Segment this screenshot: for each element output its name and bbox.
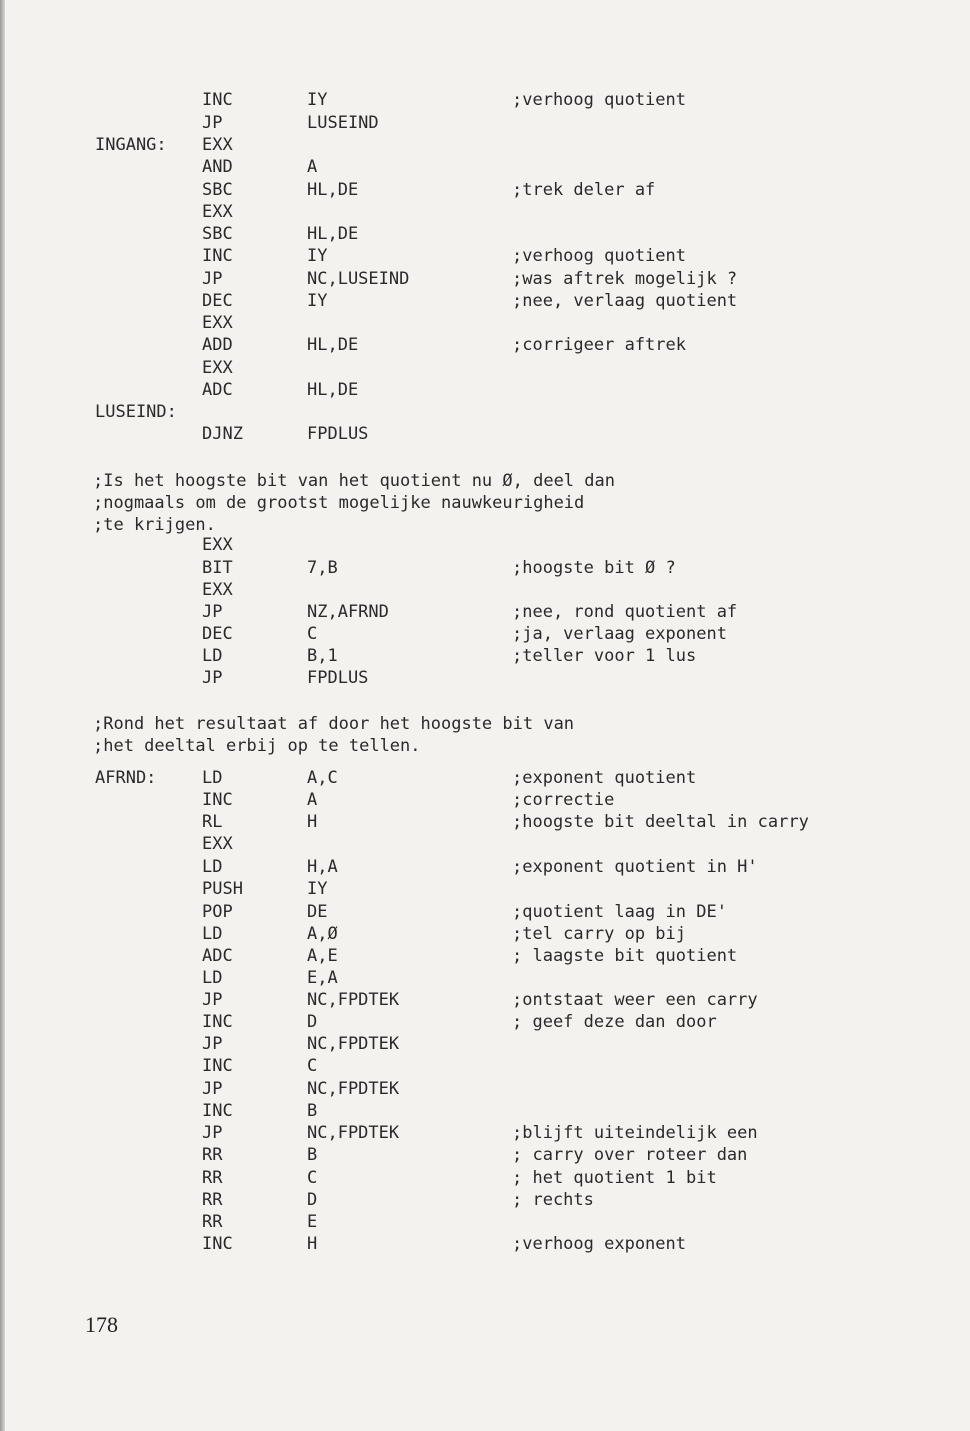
line-opcode: ADD [202,335,233,355]
line-opcode: JP [202,113,223,133]
code-line [0,1167,970,1189]
line-comment: ;nee, rond quotient af [512,602,738,622]
line-operand: C [307,1168,318,1188]
line-comment: ;corrigeer aftrek [512,335,686,355]
line-operand: HL,DE [307,224,359,244]
line-operand: D [307,1012,318,1032]
line-operand: C [307,1056,318,1076]
line-operand: D [307,1190,318,1210]
line-opcode: JP [202,668,223,688]
code-line [0,667,970,689]
code-line [0,179,970,201]
line-operand: NC,FPDTEK [307,1034,400,1054]
line-opcode: LD [202,646,223,666]
comment-line [0,514,970,536]
comment-line [0,470,970,492]
code-line [0,1078,970,1100]
line-comment: ;hoogste bit deeltal in carry [512,812,809,832]
code-line [0,1055,970,1077]
code-line [0,201,970,223]
line-operand: A [307,157,318,177]
line-opcode: EXX [202,135,233,155]
line-operand: FPDLUS [307,424,369,444]
comment-text: ;het deeltal erbij op te tellen. [93,736,421,756]
line-opcode: JP [202,269,223,289]
code-line [0,579,970,601]
code-line [0,1122,970,1144]
line-opcode: RL [202,812,223,832]
line-operand: HL,DE [307,180,359,200]
code-line [0,1144,970,1166]
line-opcode: DJNZ [202,424,243,444]
line-opcode: LD [202,768,223,788]
line-opcode: EXX [202,580,233,600]
line-operand: NC,LUSEIND [307,269,410,289]
line-opcode: RR [202,1145,223,1165]
code-line [0,1233,970,1255]
code-line [0,645,970,667]
line-opcode: JP [202,602,223,622]
code-line [0,89,970,111]
line-comment: ;exponent quotient [512,768,697,788]
line-opcode: EXX [202,358,233,378]
line-opcode: POP [202,902,233,922]
line-opcode: INC [202,1234,233,1254]
line-operand: DE [307,902,328,922]
line-opcode: EXX [202,535,233,555]
line-opcode: RR [202,1212,223,1232]
line-comment: ;was aftrek mogelijk ? [512,269,738,289]
line-comment: ; geef deze dan door [512,1012,717,1032]
code-line [0,601,970,623]
line-opcode: INC [202,1056,233,1076]
line-label: LUSEIND: [95,402,177,422]
line-comment: ;blijft uiteindelijk een [512,1123,758,1143]
line-operand: NC,FPDTEK [307,1123,400,1143]
code-line [0,901,970,923]
page-number: 178 [85,1312,118,1337]
comment-line [0,713,970,735]
line-operand: IY [307,246,328,266]
line-opcode: RR [202,1190,223,1210]
code-line [0,134,970,156]
line-opcode: BIT [202,558,233,578]
line-operand: E [307,1212,318,1232]
code-line [0,923,970,945]
line-comment: ;verhoog exponent [512,1234,686,1254]
line-opcode: DEC [202,624,233,644]
line-opcode: JP [202,990,223,1010]
line-opcode: DEC [202,291,233,311]
code-line [0,833,970,855]
line-label: INGANG: [95,135,167,155]
line-comment: ;exponent quotient in H' [512,857,758,877]
line-comment: ;correctie [512,790,615,810]
line-opcode: INC [202,1012,233,1032]
line-opcode: INC [202,1101,233,1121]
line-opcode: AND [202,157,233,177]
code-line [0,156,970,178]
code-line [0,245,970,267]
code-line [0,357,970,379]
line-opcode: JP [202,1034,223,1054]
line-operand: HL,DE [307,335,359,355]
code-line [0,967,970,989]
line-comment: ;verhoog quotient [512,246,686,266]
line-comment: ; het quotient 1 bit [512,1168,717,1188]
line-opcode: EXX [202,313,233,333]
code-line [0,112,970,134]
line-operand: IY [307,879,328,899]
comment-text: ;te krijgen. [93,515,216,535]
line-label: AFRND: [95,768,157,788]
code-line [0,401,970,423]
line-operand: NZ,AFRND [307,602,389,622]
line-comment: ; carry over roteer dan [512,1145,748,1165]
line-operand: IY [307,90,328,110]
line-comment: ; rechts [512,1190,594,1210]
line-opcode: RR [202,1168,223,1188]
line-operand: 7,B [307,558,338,578]
code-line [0,1189,970,1211]
line-operand: FPDLUS [307,668,369,688]
code-line [0,334,970,356]
line-operand: B [307,1145,318,1165]
line-comment: ;quotient laag in DE' [512,902,727,922]
comment-line [0,492,970,514]
line-opcode: LD [202,968,223,988]
code-line [0,767,970,789]
line-opcode: SBC [202,180,233,200]
line-comment: ; laagste bit quotient [512,946,738,966]
comment-text: ;Rond het resultaat af door het hoogste bit van [93,714,575,734]
line-operand: C [307,624,318,644]
line-operand: A,Ø [307,924,338,944]
line-opcode: EXX [202,202,233,222]
line-operand: E,A [307,968,338,988]
line-operand: H [307,812,318,832]
code-line [0,312,970,334]
code-line [0,290,970,312]
line-operand: NC,FPDTEK [307,1079,400,1099]
code-line [0,268,970,290]
comment-line [0,735,970,757]
line-opcode: ADC [202,946,233,966]
line-opcode: ADC [202,380,233,400]
line-comment: ;tel carry op bij [512,924,686,944]
line-opcode: LD [202,924,223,944]
code-line [0,945,970,967]
code-line [0,1100,970,1122]
line-opcode: JP [202,1123,223,1143]
code-line [0,789,970,811]
line-operand: NC,FPDTEK [307,990,400,1010]
line-opcode: SBC [202,224,233,244]
line-comment: ;hoogste bit Ø ? [512,558,676,578]
line-comment: ;ontstaat weer een carry [512,990,758,1010]
line-comment: ;teller voor 1 lus [512,646,697,666]
line-comment: ;ja, verlaag exponent [512,624,727,644]
line-operand: A [307,790,318,810]
line-opcode: LD [202,857,223,877]
line-operand: H,A [307,857,338,877]
code-line [0,878,970,900]
line-opcode: EXX [202,834,233,854]
line-comment: ;trek deler af [512,180,656,200]
line-opcode: INC [202,246,233,266]
line-operand: B [307,1101,318,1121]
line-opcode: JP [202,1079,223,1099]
line-opcode: INC [202,90,233,110]
code-line [0,379,970,401]
line-operand: A,E [307,946,338,966]
code-line [0,856,970,878]
code-line [0,623,970,645]
code-line [0,557,970,579]
line-operand: LUSEIND [307,113,379,133]
line-comment: ;nee, verlaag quotient [512,291,738,311]
line-operand: IY [307,291,328,311]
line-operand: B,1 [307,646,338,666]
code-line [0,989,970,1011]
code-line [0,423,970,445]
code-line [0,1033,970,1055]
code-line [0,811,970,833]
line-opcode: INC [202,790,233,810]
code-line [0,223,970,245]
code-line [0,534,970,556]
line-comment: ;verhoog quotient [512,90,686,110]
comment-text: ;Is het hoogste bit van het quotient nu Ø, deel dan [93,471,615,491]
line-opcode: PUSH [202,879,243,899]
line-operand: HL,DE [307,380,359,400]
code-line [0,1011,970,1033]
code-line [0,1211,970,1233]
comment-text: ;nogmaals om de grootst mogelijke nauwkeurigheid [93,493,585,513]
line-operand: H [307,1234,318,1254]
line-operand: A,C [307,768,338,788]
